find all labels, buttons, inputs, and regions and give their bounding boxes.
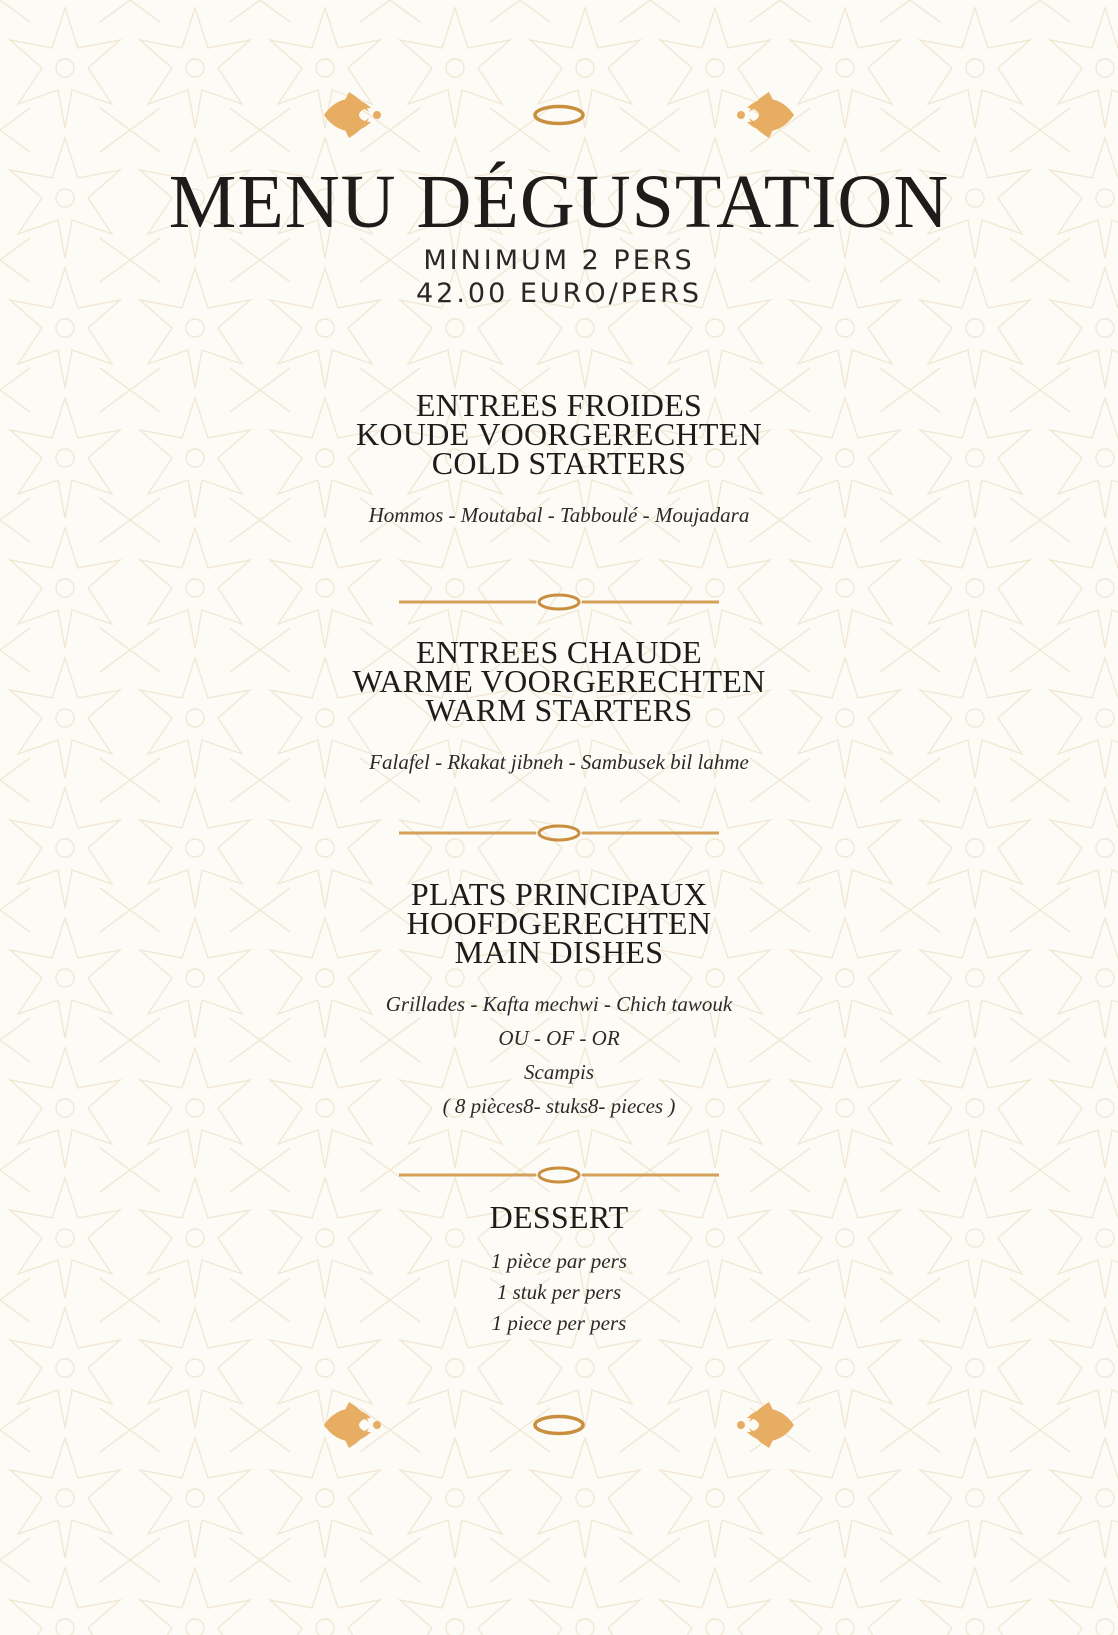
menu-item-line: Scampis [524, 1060, 594, 1084]
section-heading: PLATS PRINCIPAUX [410, 876, 708, 912]
gold-flourish-ornament-icon [319, 88, 799, 144]
menu-item-line: Grillades - Kafta mechwi - Chich tawouk [385, 992, 733, 1016]
gold-oval-divider-icon [399, 591, 719, 613]
section-dessert [0, 1199, 1118, 1339]
section-cold-starters [0, 387, 1118, 530]
menu-item-line: OU - OF - OR [498, 1026, 620, 1050]
section-heading: ENTREES FROIDES [415, 387, 703, 423]
menu-item-line: 1 pièce par pers [491, 1249, 627, 1273]
section-heading: WARM STARTERS [425, 692, 693, 728]
section-heading: DESSERT [489, 1199, 629, 1235]
menu-title: MENU DÉGUSTATION [168, 160, 950, 244]
section-heading: KOUDE VOORGERECHTEN [356, 416, 762, 452]
section-heading: ENTREES CHAUDE [416, 634, 702, 670]
gold-flourish-ornament-icon [319, 1398, 799, 1454]
section-warm-starters [0, 634, 1118, 777]
section-heading: HOOFDGERECHTEN [406, 905, 712, 941]
section-heading: MAIN DISHES [454, 934, 664, 970]
menu-item-line: ( 8 pièces8- stuks8- pieces ) [442, 1094, 676, 1118]
menu-item-line: 1 stuk per pers [496, 1280, 622, 1304]
menu-item-line: Hommos - Moutabal - Tabboulé - Moujadara [368, 503, 750, 527]
gold-oval-divider-icon [399, 822, 719, 844]
gold-oval-divider-icon [399, 1164, 719, 1186]
section-heading: COLD STARTERS [431, 445, 687, 481]
menu-item-line: Falafel - Rkakat jibneh - Sambusek bil lahme [369, 750, 749, 774]
price-per-person: 42.00 EURO/PERS [415, 278, 703, 309]
section-heading: WARME VOORGERECHTEN [352, 663, 766, 699]
section-main-dishes [0, 876, 1118, 1123]
minimum-persons: MINIMUM 2 PERS [423, 245, 695, 276]
menu-item-line: 1 piece per pers [491, 1311, 627, 1335]
